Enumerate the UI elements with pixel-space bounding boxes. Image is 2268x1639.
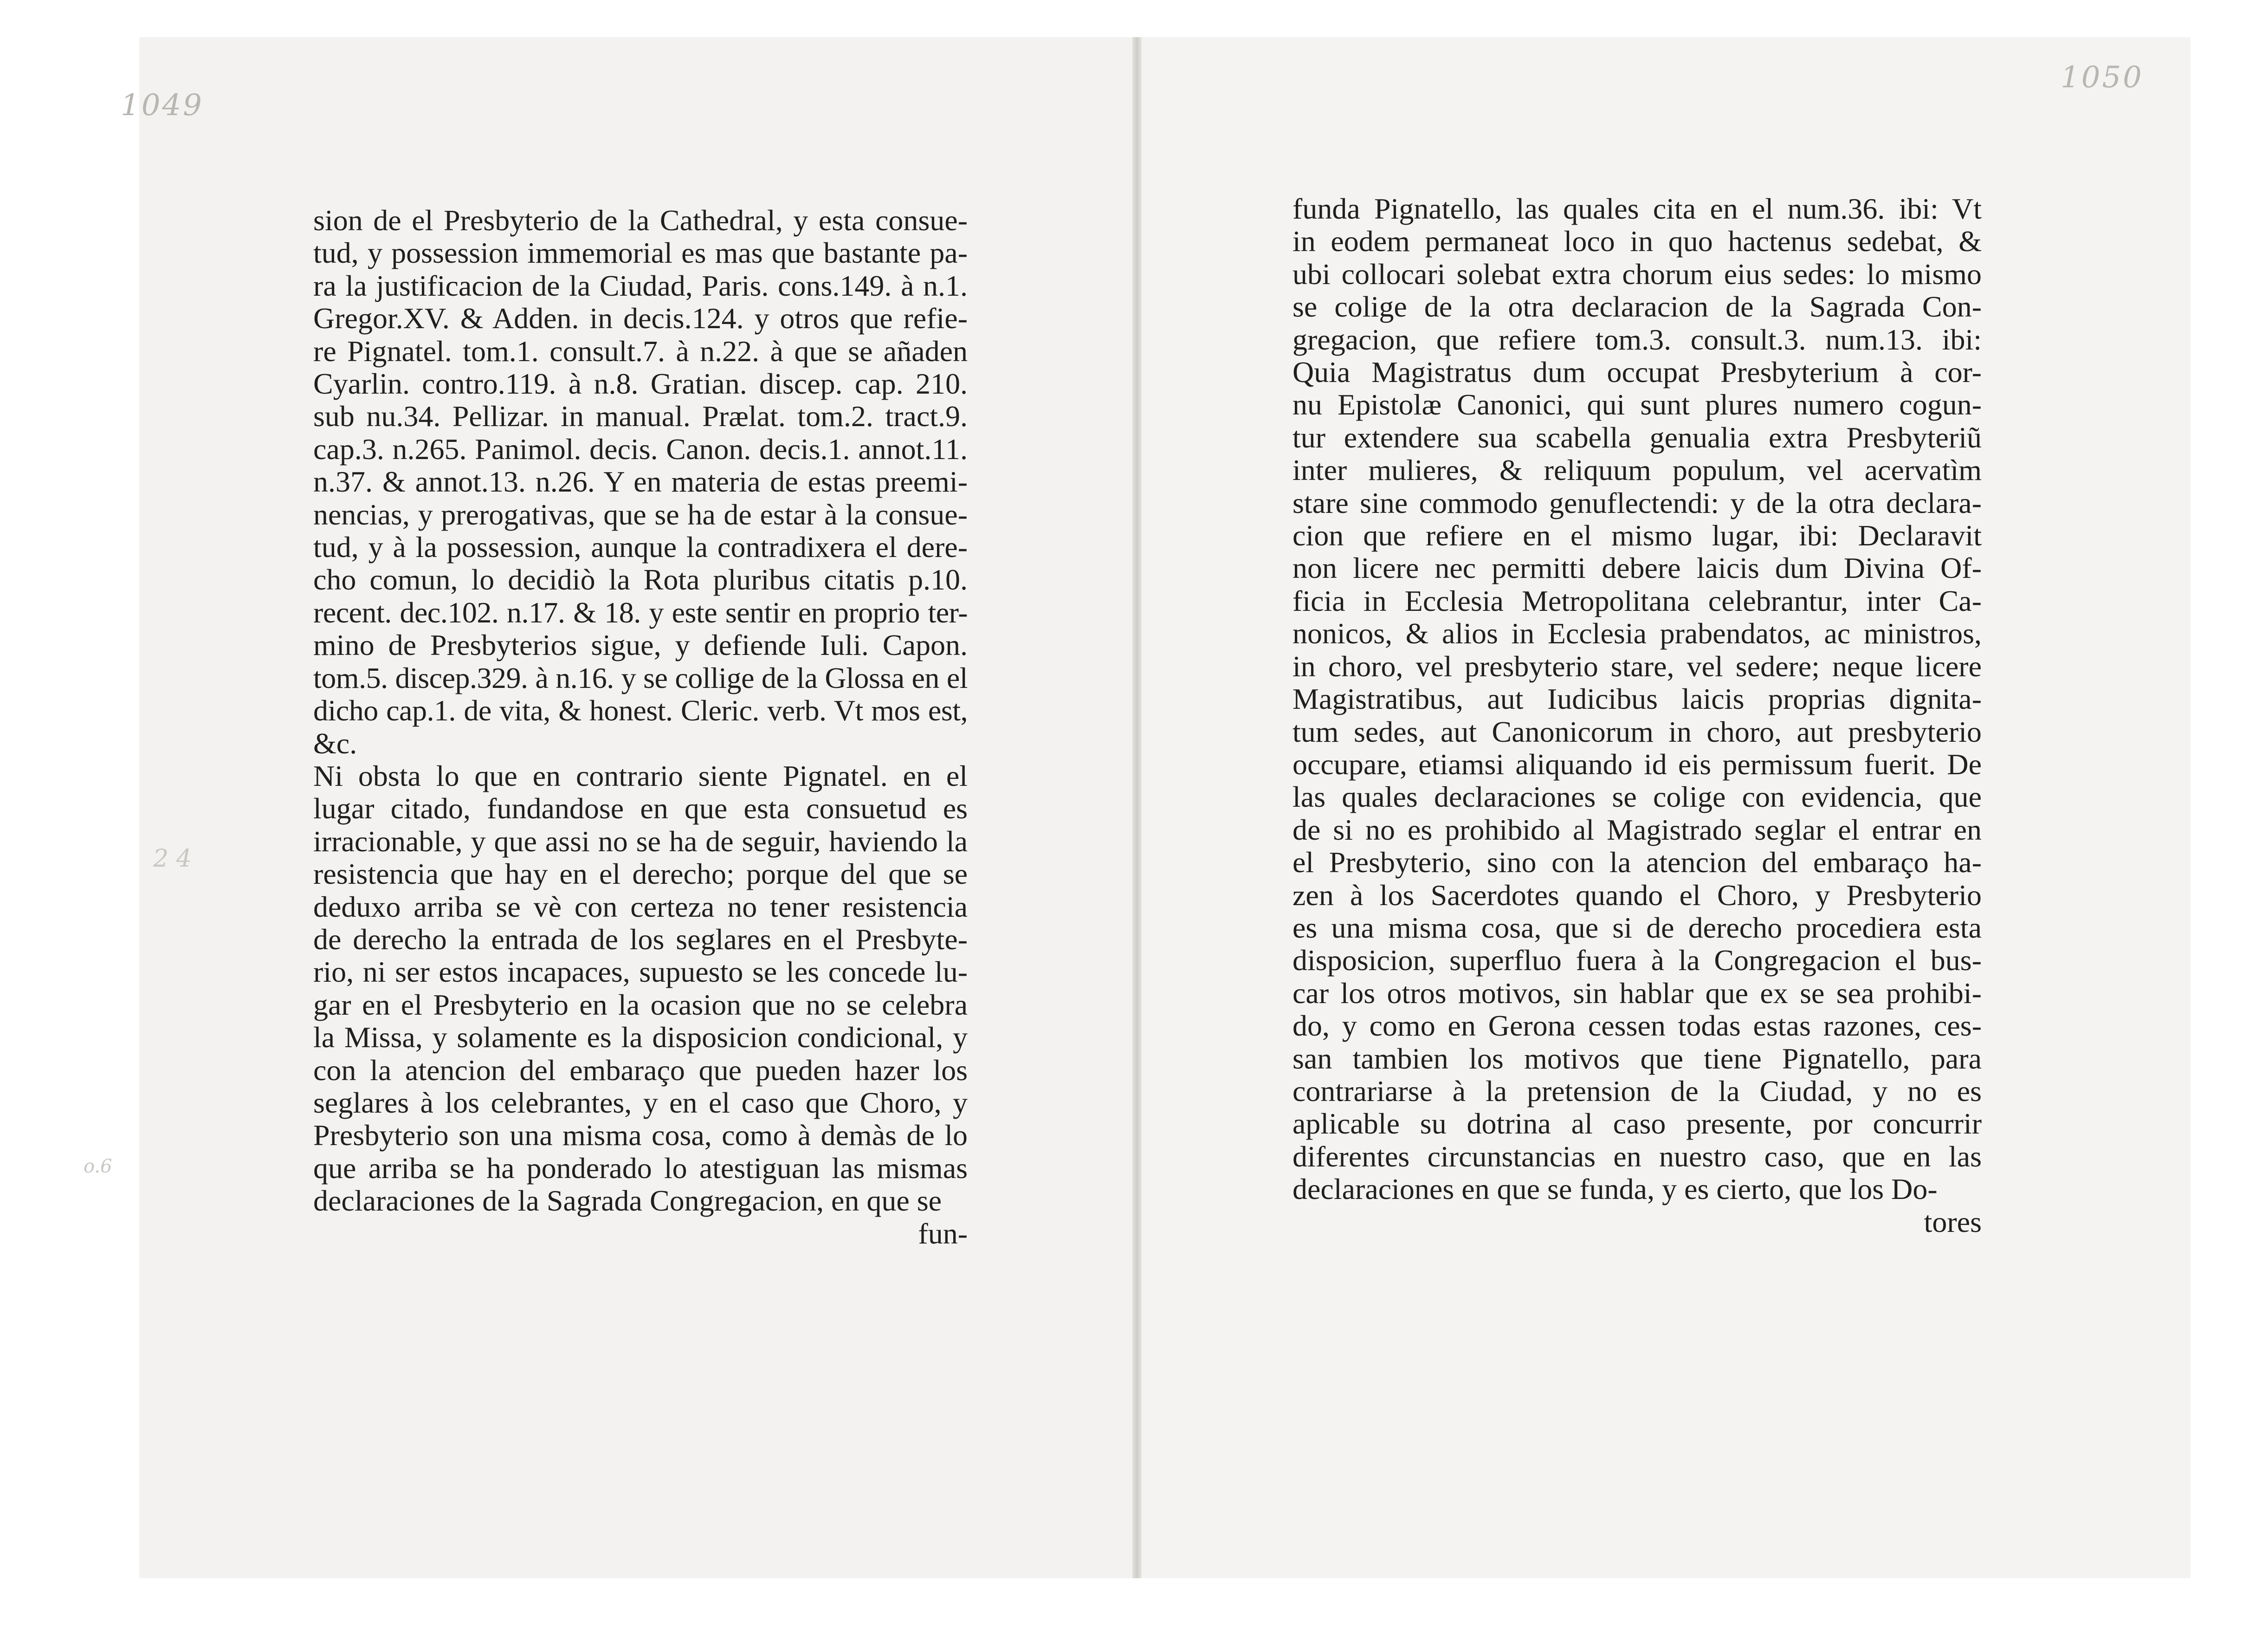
text-line: nonicos, & alios in Ecclesia prabendatos, ac ministros,	[1292, 617, 1982, 650]
text-line: cap.3. n.265. Panimol. decis. Canon. decis.1. annot.11.	[313, 432, 968, 466]
text-line: tud, y à la possession, aunque la contradixera el dere-	[313, 531, 968, 564]
text-line: san tambien los motivos que tiene Pignatello, para	[1292, 1042, 1982, 1075]
text-line: disposicion, superfluo fuera à la Congregacion el bus-	[1292, 944, 1982, 977]
text-line: la Missa, y solamente es la disposicion condicional, y	[313, 1021, 968, 1054]
text-line: ubi collocari solebat extra chorum eius sedes: lo mismo	[1292, 257, 1982, 291]
text-line: de si no es prohibido al Magistrado seglar el entrar en	[1292, 813, 1982, 846]
text-line: el Presbyterio, sino con la atencion del embaraço ha-	[1292, 846, 1982, 879]
text-line: diferentes circunstancias en nuestro caso, que en las	[1292, 1140, 1982, 1173]
text-line: declaraciones en que se funda, y es cierto, que los Do-	[1292, 1173, 1938, 1206]
text-line: occupare, etiamsi aliquando id eis permissum fuerit. De	[1292, 747, 1982, 781]
text-line: recent. dec.102. n.17. & 18. y este sentir en proprio ter-	[313, 596, 968, 629]
text-line: tur extendere sua scabella genualia extra Presbyteriũ	[1292, 421, 1982, 454]
text-line: inter mulieres, & reliquum populum, vel acervatìm	[1292, 453, 1982, 487]
text-line: lugar citado, fundandose en que esta consuetud es	[313, 792, 968, 825]
text-line: sub nu.34. Pellizar. in manual. Prælat. tom.2. tract.9.	[313, 400, 968, 433]
catchword: fun-	[918, 1217, 968, 1250]
catchword: tores	[1924, 1205, 1982, 1238]
text-line: cho comun, lo decidiò la Rota pluribus citatis p.10.	[313, 563, 968, 596]
text-line: resistencia que hay en el derecho; porque del que se	[313, 857, 968, 891]
margin-mark: 2 4	[153, 845, 192, 873]
text-line: ficia in Ecclesia Metropolitana celebrantur, inter Ca-	[1292, 584, 1982, 617]
text-line: que arriba se ha ponderado lo atestiguan las mismas	[313, 1151, 968, 1185]
text-line: Magistratibus, aut Iudicibus laicis proprias dignita-	[1292, 682, 1982, 716]
text-line: tom.5. discep.329. à n.16. y se collige de la Glossa en el	[313, 661, 968, 694]
text-line: gregacion, que refiere tom.3. consult.3. num.13. ibi:	[1292, 323, 1982, 356]
text-line: in choro, vel presbyterio stare, vel sedere; neque licere	[1292, 649, 1982, 683]
text-line: deduxo arriba se vè con certeza no tener resistencia	[313, 890, 968, 923]
text-line: con la atencion del embaraço que pueden hazer los	[313, 1053, 968, 1087]
text-line: gar en el Presbyterio en la ocasion que no se celebra	[313, 988, 968, 1021]
right-page-text	[1292, 193, 1982, 1238]
left-page-text	[313, 204, 968, 1250]
text-line: las quales declaraciones se colige con evidencia, que	[1292, 780, 1982, 814]
text-line: funda Pignatello, las quales cita en el num.36. ibi: Vt	[1292, 192, 1982, 225]
text-line: ra la justificacion de la Ciudad, Paris. cons.149. à n.1.	[313, 269, 968, 302]
text-line: zen à los Sacerdotes quando el Choro, y Presbyterio	[1292, 878, 1982, 912]
text-line: in eodem permaneat loco in quo hactenus sedebat, &	[1292, 225, 1982, 258]
text-line: Gregor.XV. & Adden. in decis.124. y otros que refie-	[313, 302, 968, 335]
folio-number-left: 1049	[121, 88, 204, 123]
text-line: do, y como en Gerona cessen todas estas razones, ces-	[1292, 1009, 1982, 1043]
text-line: dicho cap.1. de vita, & honest. Cleric. verb. Vt mos est,	[313, 694, 968, 727]
text-line: Ni obsta lo que en contrario siente Pignatel. en el	[313, 759, 968, 792]
text-line: de derecho la entrada de los seglares en el Presbyte-	[313, 922, 968, 956]
text-line: cion que refiere en el mismo lugar, ibi: Declaravit	[1292, 519, 1982, 552]
text-line: Quia Magistratus dum occupat Presbyterium à cor-	[1292, 356, 1982, 389]
text-line: mino de Presbyterios sigue, y defiende Iuli. Capon.	[313, 628, 968, 662]
text-line: Cyarlin. contro.119. à n.8. Gratian. discep. cap. 210.	[313, 367, 968, 401]
text-line: stare sine commodo genuflectendi: y de la otra declara-	[1292, 486, 1982, 519]
text-line: Presbyterio son una misma cosa, como à demàs de lo	[313, 1119, 968, 1152]
text-line: es una misma cosa, que si de derecho procediera esta	[1292, 911, 1982, 944]
text-line: &c.	[313, 726, 357, 760]
text-line: n.37. & annot.13. n.26. Y en materia de estas preemi-	[313, 465, 968, 499]
folio-number-right: 1050	[2061, 60, 2144, 95]
text-line: re Pignatel. tom.1. consult.7. à n.22. à que se añaden	[313, 334, 968, 368]
gutter	[1132, 37, 1142, 1578]
text-line: tum sedes, aut Canonicorum in choro, aut presbyterio	[1292, 715, 1982, 748]
text-line: car los otros motivos, sin hablar que ex se sea prohibi-	[1292, 976, 1982, 1010]
text-line: se colige de la otra declaracion de la Sagrada Con-	[1292, 290, 1982, 324]
text-line: tud, y possession immemorial es mas que bastante pa-	[313, 236, 968, 270]
margin-mark-lower: o.6	[84, 1156, 112, 1177]
text-line: non licere nec permitti debere laicis dum Divina Of-	[1292, 551, 1982, 585]
text-line: nu Epistolæ Canonici, qui sunt plures numero cogun-	[1292, 388, 1982, 421]
text-line: rio, ni ser estos incapaces, supuesto se les concede lu-	[313, 955, 968, 989]
text-line: irracionable, y que assi no se ha de seguir, haviendo la	[313, 824, 968, 858]
text-line: aplicable su dotrina al caso presente, por concurrir	[1292, 1107, 1982, 1140]
text-line: nencias, y prerogativas, que se ha de estar à la consue-	[313, 498, 968, 531]
text-line: contrariarse à la pretension de la Ciudad, y no es	[1292, 1074, 1982, 1108]
text-line: seglares à los celebrantes, y en el caso que Choro, y	[313, 1086, 968, 1119]
text-line: sion de el Presbyterio de la Cathedral, y esta consue-	[313, 204, 968, 237]
text-line: declaraciones de la Sagrada Congregacion, en que se	[313, 1184, 942, 1218]
